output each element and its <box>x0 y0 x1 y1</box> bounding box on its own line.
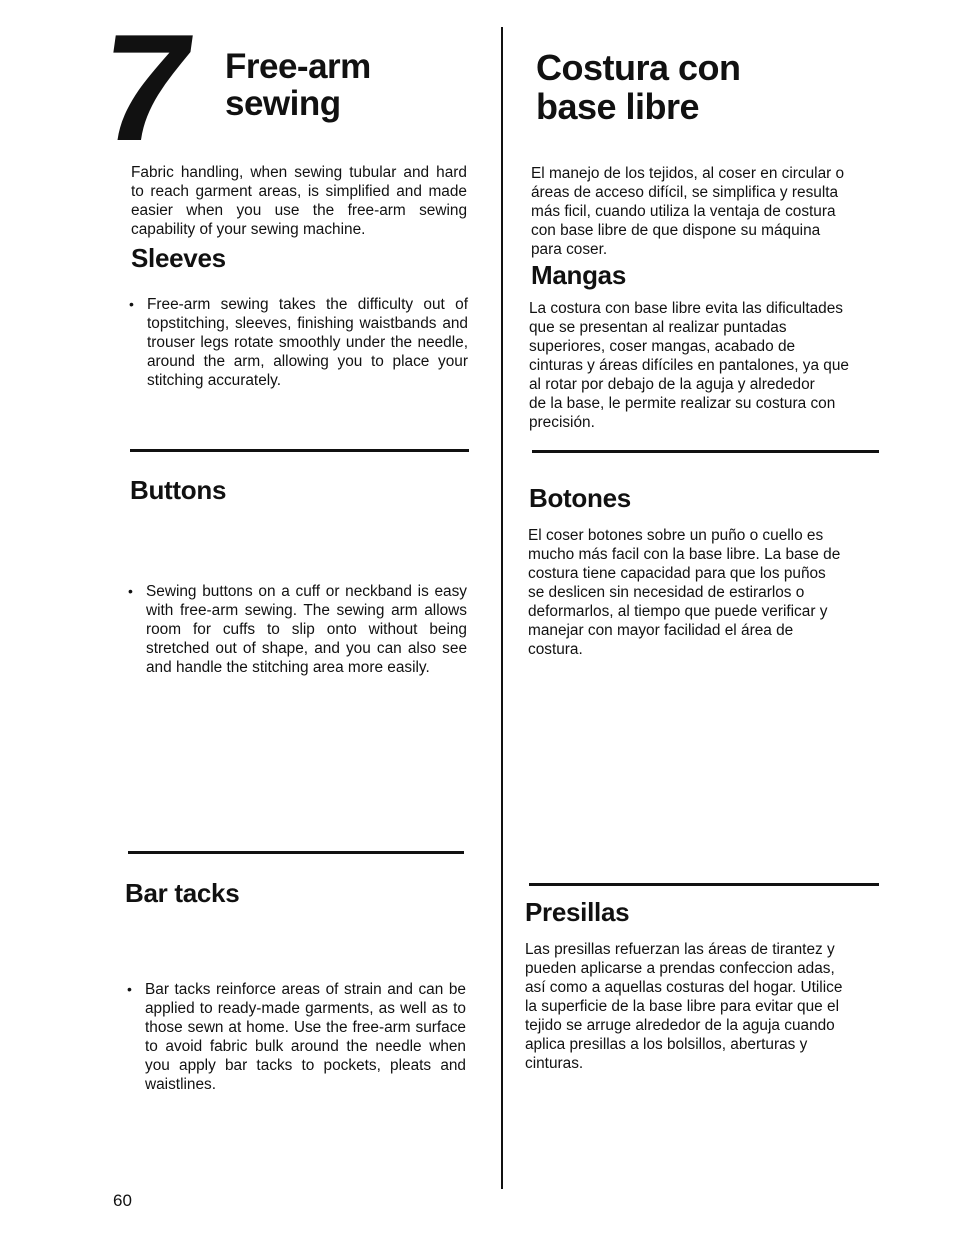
text-line: Las presillas refuerzan las áreas de tirantez y <box>525 941 835 958</box>
text-line: deformarlos, al tiempo que puede verificar y <box>528 603 828 620</box>
text-line: la superficie de la base libre para evitar que el <box>525 998 839 1015</box>
text-line: mucho más facil con la base libre. La base de <box>528 546 841 563</box>
text-line: que se presentan al realizar puntadas <box>529 319 787 336</box>
page-number: 60 <box>113 1191 132 1210</box>
heading-botones: Botones <box>529 483 631 513</box>
section-divider <box>130 449 469 452</box>
heading-mangas: Mangas <box>531 260 627 290</box>
heading-bar-tacks: Bar tacks <box>125 878 240 908</box>
bullet-text: Sewing buttons on a cuff or neckband is easy with free-arm sewing. The sewing arm allows room for cuffs to slip onto without being stretched out of shape, and you can also see and handle the stitching area more easily. <box>146 583 467 676</box>
section-divider <box>128 851 464 854</box>
page-title-spanish <box>536 48 896 126</box>
text-line: aplica presillas a los bolsillos, aberturas y <box>525 1036 808 1053</box>
text-line: La costura con base libre evita las dificultades <box>529 300 843 317</box>
text-line: cinturas y áreas difíciles en pantalones, ya que <box>529 357 849 374</box>
heading-buttons: Buttons <box>130 475 227 505</box>
text-line: tejido se arruge alrededor de la aguja cuando <box>525 1017 835 1034</box>
intro-paragraph-english: Fabric handling, when sewing tubular and hard to reach garment areas, is simplified and made easier when you use the free-arm sewing capability of your sewing machine. <box>131 164 467 238</box>
text-line: para coser. <box>531 241 608 258</box>
column-divider <box>501 27 503 1189</box>
title-line: sewing <box>225 84 341 123</box>
bullet-buttons <box>128 582 467 677</box>
text-line: cinturas. <box>525 1055 584 1072</box>
chapter-number: 7 <box>89 3 201 173</box>
text-line: precisión. <box>529 414 595 431</box>
bullet-bar-tacks <box>127 980 466 1094</box>
bullet-dot: • <box>129 296 134 312</box>
heading-presillas: Presillas <box>525 897 630 927</box>
text-line: más ficil, cuando utiliza la ventaja de costura <box>531 203 836 220</box>
text-line: de la base, le permite realizar su costura con <box>529 395 836 412</box>
text-line: con base libre de que dispone su máquina <box>531 222 821 239</box>
text-line: superiores, coser mangas, acabado de <box>529 338 796 355</box>
paragraph-botones <box>528 526 900 659</box>
paragraph-presillas <box>525 940 901 1073</box>
bullet-dot: • <box>127 981 132 997</box>
text-line: costura tiene capacidad para que los puños <box>528 565 826 582</box>
text-line: así como a aquellas costuras del hogar. Utilice <box>525 979 843 996</box>
page-title-english <box>225 48 485 122</box>
text-line: El coser botones sobre un puño o cuello es <box>528 527 824 544</box>
text-line: costura. <box>528 641 583 658</box>
bullet-sleeves <box>129 295 468 390</box>
title-line: Costura con <box>536 47 741 88</box>
bullet-dot: • <box>128 583 133 599</box>
bullet-text: Free-arm sewing takes the difficulty out of topstitching, sleeves, finishing waistbands and trouser legs rotate smoothly under the needle, around the arm, allowing you to place your stitching accurately. <box>147 296 468 389</box>
text-line: pueden aplicarse a prendas confeccion adas, <box>525 960 835 977</box>
section-divider <box>529 883 879 886</box>
section-divider <box>532 450 879 453</box>
intro-paragraph-spanish <box>531 164 901 259</box>
paragraph-mangas <box>529 299 901 432</box>
bullet-text: Bar tacks reinforce areas of strain and can be applied to ready-made garments, as well as to those sewn at home. Use the free-arm surface to avoid fabric bulk around the needle when you apply bar tacks to pockets, pleats and waistlines. <box>145 981 466 1093</box>
text-line: se deslicen sin necesidad de estirarlos o <box>528 584 805 601</box>
title-line: Free-arm <box>225 47 371 86</box>
text-line: manejar con mayor facilidad el área de <box>528 622 794 639</box>
text-line: al rotar por debajo de la aguja y alrededor <box>529 376 815 393</box>
heading-sleeves: Sleeves <box>131 243 226 273</box>
title-line: base libre <box>536 86 700 127</box>
text-line: áreas de acceso difícil, se simplifica y resulta <box>531 184 839 201</box>
text-line: El manejo de los tejidos, al coser en circular o <box>531 165 845 182</box>
